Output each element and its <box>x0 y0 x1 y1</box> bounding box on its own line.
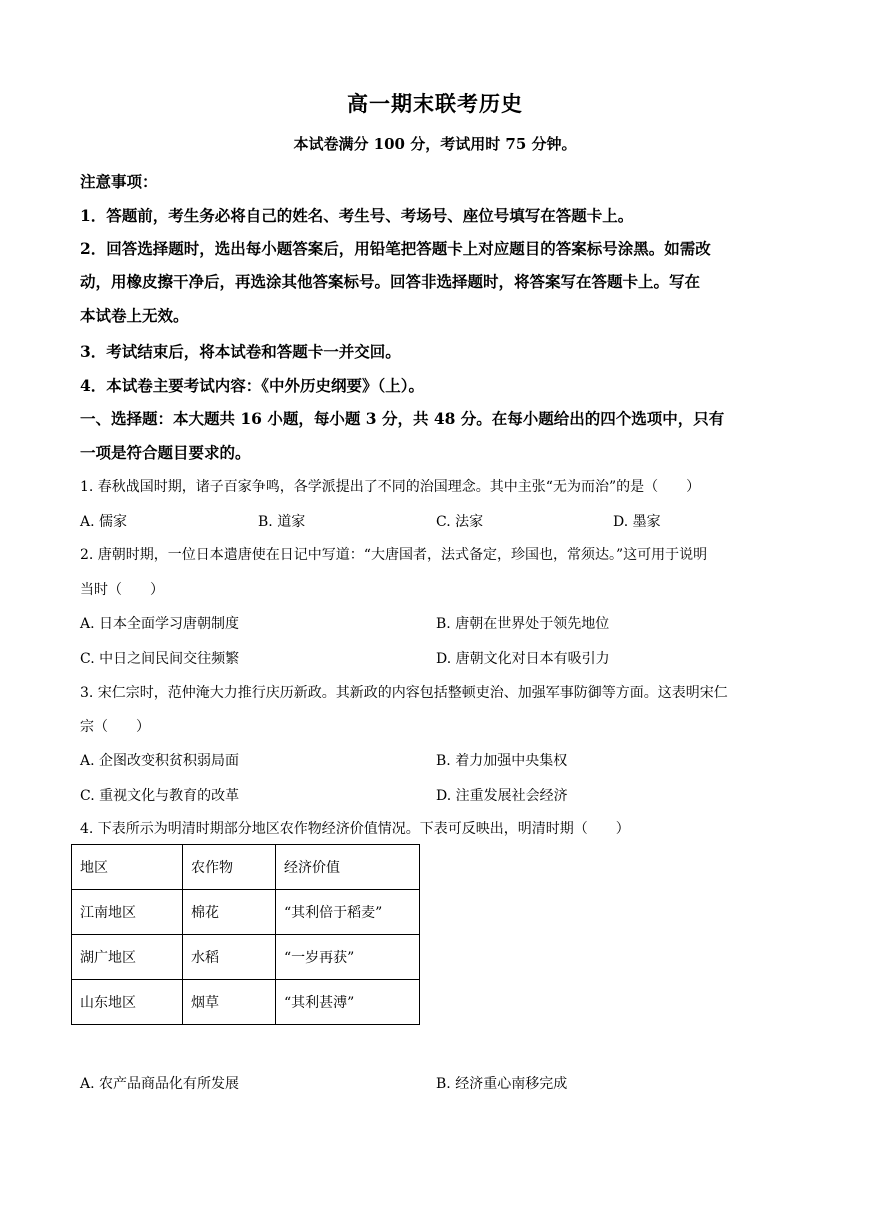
table-header-row <box>72 845 420 890</box>
notice-line: 4．本试卷主要考试内容：《中外历史纲要》（上）。 <box>80 376 425 395</box>
question-option: C. 重视文化与教育的改革 <box>80 788 240 804</box>
question-option: D. 唐朝文化对日本有吸引力 <box>436 651 610 667</box>
question-stem: 1. 春秋战国时期，诸子百家争鸣，各学派提出了不同的治国理念。其中主张“无为而治”的是（ ） <box>80 479 701 495</box>
table-cell: 山东地区 <box>72 980 183 1025</box>
question-option: B. 经济重心南移完成 <box>436 1076 568 1092</box>
notice-line: 本试卷上无效。 <box>80 306 189 325</box>
table-header-cell: 地区 <box>72 845 183 890</box>
question-option: B. 着力加强中央集权 <box>436 753 568 769</box>
table-header-cell: 农作物 <box>183 845 276 890</box>
table-row <box>72 935 420 980</box>
table-row <box>72 890 420 935</box>
question-stem: 3. 宋仁宗时，范仲淹大力推行庆历新政。其新政的内容包括整顿吏治、加强军事防御等方面。这表明宋仁 <box>80 685 728 701</box>
question-option: A. 日本全面学习唐朝制度 <box>80 616 240 632</box>
notice-line: 2．回答选择题时，选出每小题答案后，用铅笔把答题卡上对应题目的答案标号涂黑。如需改 <box>80 239 711 258</box>
question-option: A. 儒家 <box>80 514 128 530</box>
table-row <box>72 980 420 1025</box>
table-cell: 水稻 <box>183 935 276 980</box>
question-option: B. 唐朝在世界处于领先地位 <box>436 616 610 632</box>
section-heading: 一、选择题：本大题共 16 小题，每小题 3 分，共 48 分。在每小题给出的四个选项中，只有 <box>80 409 725 428</box>
question-option: A. 企图改变积贫积弱局面 <box>80 753 240 769</box>
question-option: A. 农产品商品化有所发展 <box>80 1076 240 1092</box>
question-stem: 当时（ ） <box>80 582 164 598</box>
table-cell: “其利倍于稻麦” <box>276 890 420 935</box>
question-option: D. 注重发展社会经济 <box>436 788 568 804</box>
section-heading: 一项是符合题目要求的。 <box>80 443 251 462</box>
question-option: D. 墨家 <box>613 514 661 530</box>
question-stem: 宗（ ） <box>80 719 150 735</box>
crop-value-table <box>71 844 420 1025</box>
notice-line: 动，用橡皮擦干净后，再选涂其他答案标号。回答非选择题时，将答案写在答题卡上。写在 <box>80 272 701 291</box>
table-cell: 湖广地区 <box>72 935 183 980</box>
question-option: C. 中日之间民间交往频繁 <box>80 651 240 667</box>
question-stem: 2. 唐朝时期，一位日本遣唐使在日记中写道：“大唐国者，法式备定，珍国也，常须达。”这可用于说明 <box>80 547 708 563</box>
question-stem: 4. 下表所示为明清时期部分地区农作物经济价值情况。下表可反映出，明清时期（ ） <box>80 821 630 837</box>
table-cell: 江南地区 <box>72 890 183 935</box>
table-cell: 烟草 <box>183 980 276 1025</box>
table-header-cell: 经济价值 <box>276 845 420 890</box>
notice-line: 3．考试结束后，将本试卷和答题卡一并交回。 <box>80 342 401 361</box>
table-cell: 棉花 <box>183 890 276 935</box>
page-subtitle: 本试卷满分 100 分，考试用时 75 分钟。 <box>293 135 577 153</box>
notice-heading: 注意事项： <box>80 172 158 191</box>
page-title: 高一期末联考历史 <box>347 91 523 116</box>
notice-line: 1．答题前，考生务必将自己的姓名、考生号、考场号、座位号填写在答题卡上。 <box>80 206 634 225</box>
table-cell: “其利甚溥” <box>276 980 420 1025</box>
question-option: B. 道家 <box>258 514 306 530</box>
question-option: C. 法家 <box>436 514 484 530</box>
table-cell: “一岁再获” <box>276 935 420 980</box>
